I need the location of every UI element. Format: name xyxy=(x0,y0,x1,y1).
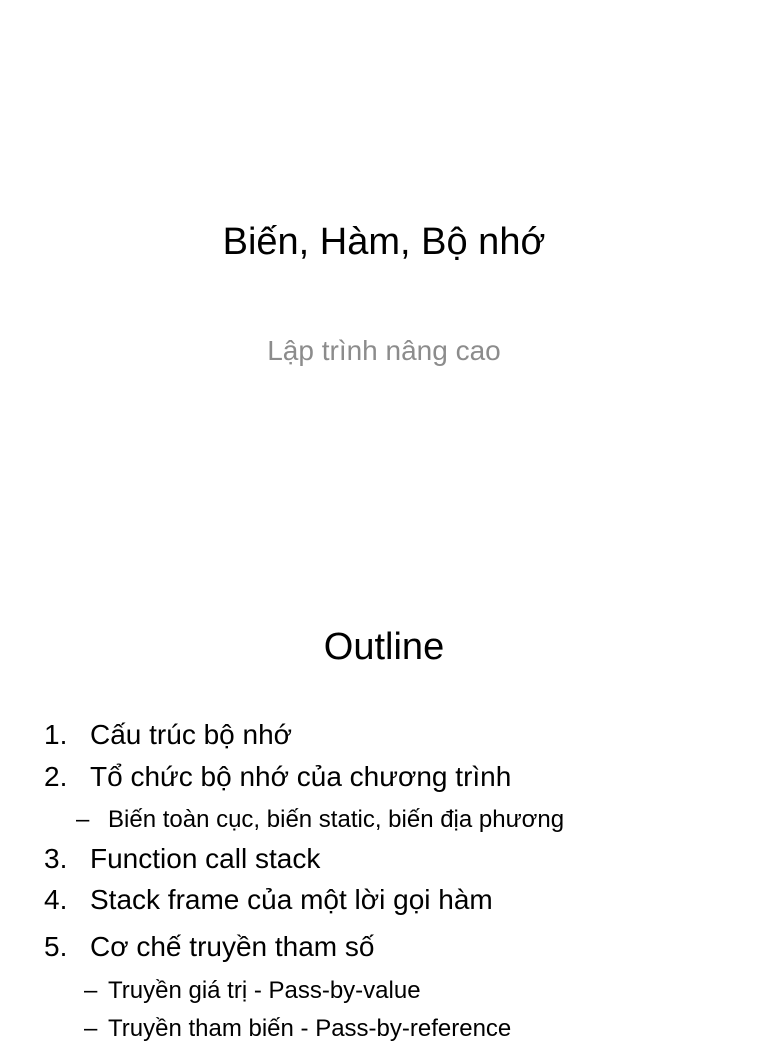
outline-subitem-2 xyxy=(84,976,421,1006)
outline-item-5 xyxy=(44,930,374,964)
item-number: 3. xyxy=(44,843,68,874)
outline-subitem-3 xyxy=(84,1014,511,1044)
outline-title: Outline xyxy=(323,626,445,668)
outline-item-4 xyxy=(44,883,493,917)
item-text: Cơ chế truyền tham số xyxy=(90,931,375,962)
subitem-text: Truyền tham biến - Pass-by-reference xyxy=(108,1015,512,1042)
item-text: Stack frame của một lời gọi hàm xyxy=(90,884,493,915)
item-number: 1. xyxy=(44,719,68,750)
item-text: Tổ chức bộ nhớ của chương trình xyxy=(90,761,512,792)
item-number: 4. xyxy=(44,884,68,915)
dash-bullet: – xyxy=(84,1015,98,1042)
outline-item-2 xyxy=(44,760,511,794)
outline-item-1 xyxy=(44,718,292,752)
outline-item-3 xyxy=(44,842,320,876)
slide-subtitle: Lập trình nâng cao xyxy=(267,335,501,366)
dash-bullet: – xyxy=(84,977,98,1004)
slide-title: Biến, Hàm, Bộ nhớ xyxy=(222,221,546,263)
item-number: 5. xyxy=(44,931,68,962)
item-number: 2. xyxy=(44,761,68,792)
item-text: Function call stack xyxy=(90,843,321,874)
subitem-text: Biến toàn cục, biến static, biến địa phương xyxy=(108,806,565,833)
subitem-text: Truyền giá trị - Pass-by-value xyxy=(108,977,421,1004)
outline-subitem-1 xyxy=(76,805,564,835)
item-text: Cấu trúc bộ nhớ xyxy=(90,719,293,750)
dash-bullet: – xyxy=(76,806,90,833)
